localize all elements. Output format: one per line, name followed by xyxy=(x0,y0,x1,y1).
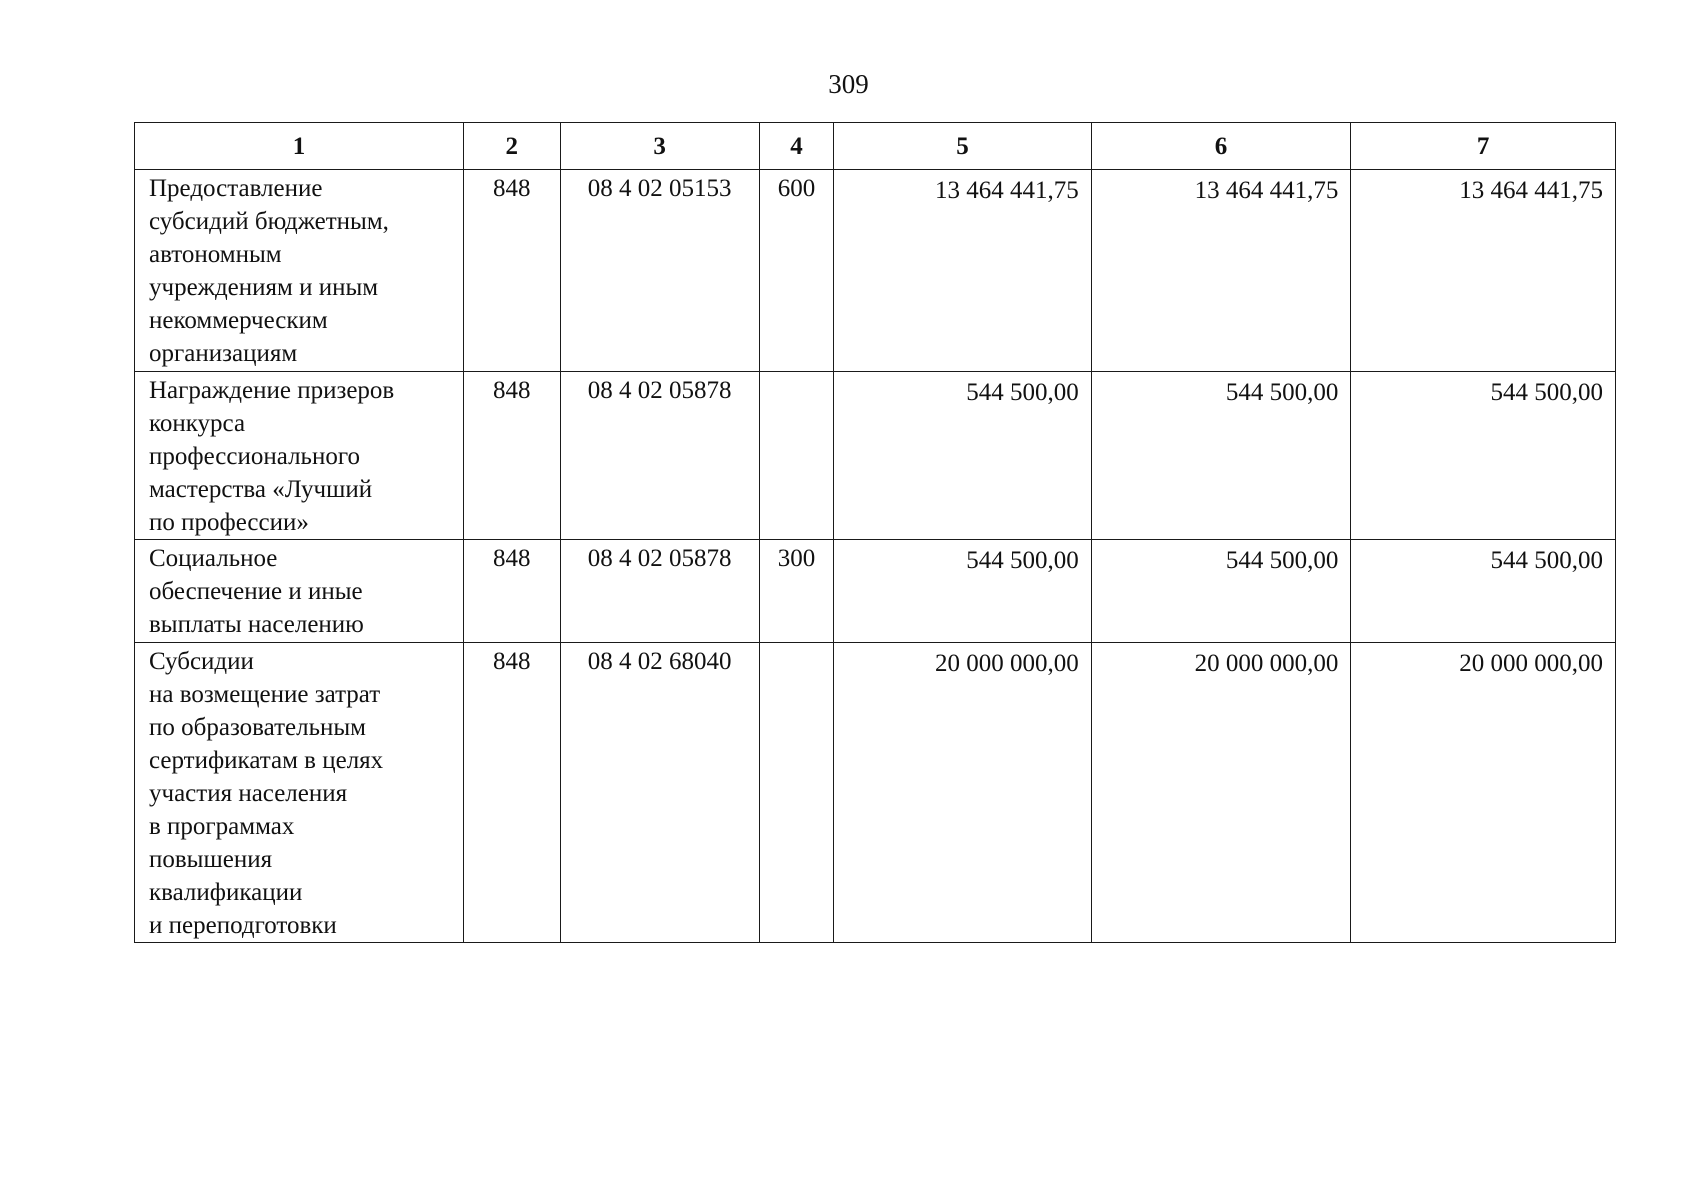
table-row xyxy=(135,643,1616,943)
column-header-5: 5 xyxy=(834,123,1092,170)
row-col2-cell: 848 xyxy=(463,540,560,643)
row-name-cell: Субсидии на возмещение затрат по образовательным сертификатам в целях участия населения в программах повышения квалификации и переподготовки xyxy=(135,643,464,943)
table-row xyxy=(135,540,1616,643)
row-col4-cell xyxy=(759,643,833,943)
budget-table xyxy=(134,122,1616,943)
row-col5-cell: 13 464 441,75 xyxy=(834,170,1092,372)
row-col5-cell: 544 500,00 xyxy=(834,372,1092,540)
row-col7-cell: 20 000 000,00 xyxy=(1351,643,1616,943)
row-col6-cell: 544 500,00 xyxy=(1091,540,1351,643)
table-row xyxy=(135,372,1616,540)
row-col3-cell: 08 4 02 05878 xyxy=(560,540,759,643)
row-name-cell: Предоставление субсидий бюджетным, автономным учреждениям и иным некоммерческим организациям xyxy=(135,170,464,372)
row-col6-cell: 544 500,00 xyxy=(1091,372,1351,540)
row-col3-cell: 08 4 02 05878 xyxy=(560,372,759,540)
row-col3-cell: 08 4 02 05153 xyxy=(560,170,759,372)
row-col2-cell: 848 xyxy=(463,643,560,943)
row-col7-cell: 544 500,00 xyxy=(1351,372,1616,540)
column-header-3: 3 xyxy=(560,123,759,170)
row-col4-cell: 300 xyxy=(759,540,833,643)
row-col2-cell: 848 xyxy=(463,170,560,372)
page-number: 309 xyxy=(828,69,869,99)
table-header-row xyxy=(135,123,1616,170)
row-col5-cell: 20 000 000,00 xyxy=(834,643,1092,943)
column-header-7: 7 xyxy=(1351,123,1616,170)
row-name-cell: Социальное обеспечение и иные выплаты населению xyxy=(135,540,464,643)
column-header-1: 1 xyxy=(135,123,464,170)
column-header-4: 4 xyxy=(759,123,833,170)
row-col4-cell: 600 xyxy=(759,170,833,372)
row-name-cell: Награждение призеров конкурса профессионального мастерства «Лучший по профессии» xyxy=(135,372,464,540)
row-col7-cell: 544 500,00 xyxy=(1351,540,1616,643)
row-col2-cell: 848 xyxy=(463,372,560,540)
table-row xyxy=(135,170,1616,372)
column-header-2: 2 xyxy=(463,123,560,170)
row-col6-cell: 20 000 000,00 xyxy=(1091,643,1351,943)
row-col3-cell: 08 4 02 68040 xyxy=(560,643,759,943)
row-col4-cell xyxy=(759,372,833,540)
row-col6-cell: 13 464 441,75 xyxy=(1091,170,1351,372)
column-header-6: 6 xyxy=(1091,123,1351,170)
row-col7-cell: 13 464 441,75 xyxy=(1351,170,1616,372)
row-col5-cell: 544 500,00 xyxy=(834,540,1092,643)
